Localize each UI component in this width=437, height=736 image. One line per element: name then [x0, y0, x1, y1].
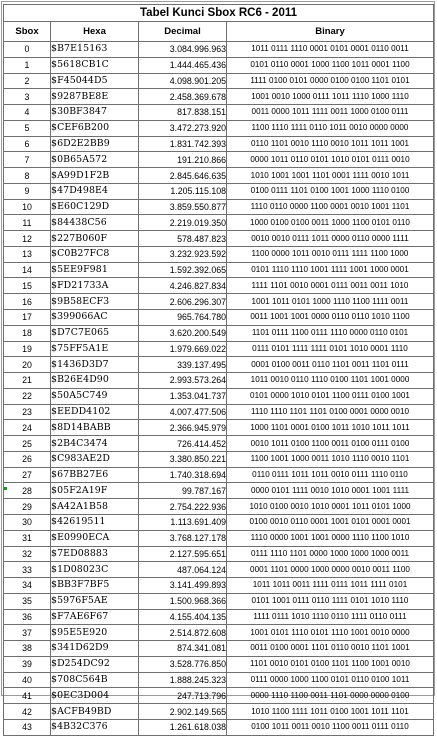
hexa-cell: $2B4C3474 [51, 436, 139, 452]
binary-cell: 0011 0000 1011 1111 0011 1000 0100 0111 [227, 105, 434, 121]
sbox-cell: 39 [4, 656, 51, 672]
decimal-cell: 1.500.968.366 [139, 593, 227, 609]
decimal-cell: 2.458.369.678 [139, 89, 227, 105]
sbox-cell: 15 [4, 278, 51, 294]
decimal-cell: 2.366.945.979 [139, 420, 227, 436]
sbox-cell: 6 [4, 136, 51, 152]
table-row [4, 641, 434, 657]
decimal-cell: 1.740.318.694 [139, 467, 227, 483]
decimal-cell: 1.979.669.022 [139, 341, 227, 357]
decimal-cell: 4.155.404.135 [139, 609, 227, 625]
hexa-cell: $67BB27E6 [51, 467, 139, 483]
table-row [4, 89, 434, 105]
binary-cell: 0100 0111 1101 0100 1001 1000 1110 0100 [227, 183, 434, 199]
sbox-cell: 8 [4, 168, 51, 184]
table-row [4, 451, 434, 467]
hexa-cell: $5EE9F981 [51, 262, 139, 278]
sbox-cell: 19 [4, 341, 51, 357]
table-row [4, 578, 434, 594]
table-row [4, 609, 434, 625]
decimal-cell: 1.261.618.038 [139, 719, 227, 735]
table-row [4, 530, 434, 546]
table-row [4, 310, 434, 326]
decimal-cell: 3.528.776.850 [139, 656, 227, 672]
binary-cell: 0111 0000 1000 1100 0101 0110 0100 1011 [227, 672, 434, 688]
sbox-cell: 25 [4, 436, 51, 452]
sbox-cell: 31 [4, 530, 51, 546]
binary-cell: 1101 0111 1100 0111 1110 0000 0110 0101 [227, 325, 434, 341]
sbox-cell: 13 [4, 246, 51, 262]
hexa-cell: $F7AE6F67 [51, 609, 139, 625]
hexa-cell: $A42A1B58 [51, 499, 139, 515]
hexa-cell: $ACFB49BD [51, 704, 139, 720]
sbox-cell: 26 [4, 451, 51, 467]
decimal-cell: 339.137.495 [139, 357, 227, 373]
binary-cell: 1010 1100 1111 1011 0100 1001 1011 1101 [227, 704, 434, 720]
sbox-cell: 24 [4, 420, 51, 436]
table-row [4, 562, 434, 578]
binary-cell: 0001 0100 0011 0110 1101 0011 1101 0111 [227, 357, 434, 373]
table-row [4, 231, 434, 247]
decimal-cell: 2.606.296.307 [139, 294, 227, 310]
binary-cell: 0111 0101 1111 1111 0101 1010 0001 1110 [227, 341, 434, 357]
sbox-cell: 2 [4, 73, 51, 89]
table-row [4, 373, 434, 389]
hexa-cell: $7ED08883 [51, 546, 139, 562]
hexa-cell: $FD21733A [51, 278, 139, 294]
hexa-cell: $9B58ECF3 [51, 294, 139, 310]
hexa-cell: $42619511 [51, 514, 139, 530]
sbox-cell: 18 [4, 325, 51, 341]
binary-cell: 1111 1101 0010 0001 0111 0011 0011 1010 [227, 278, 434, 294]
sbox-cell: 16 [4, 294, 51, 310]
sbox-cell: 42 [4, 704, 51, 720]
decimal-cell: 2.754.222.936 [139, 499, 227, 515]
binary-cell: 1111 0100 0101 0000 0100 0100 1101 0101 [227, 73, 434, 89]
hexa-cell: $05F2A19F [51, 483, 139, 499]
hexa-cell: $EEDD4102 [51, 404, 139, 420]
sbox-cell: 11 [4, 215, 51, 231]
binary-cell: 1110 0000 1001 1001 0000 1110 1100 1010 [227, 530, 434, 546]
sbox-cell: 3 [4, 89, 51, 105]
table-row [4, 625, 434, 641]
table-row [4, 199, 434, 215]
table-row [4, 593, 434, 609]
binary-cell: 0100 1011 0011 0010 1100 0011 0111 0110 [227, 719, 434, 735]
binary-cell: 1111 0111 1010 1110 0110 1111 0110 0111 [227, 609, 434, 625]
binary-cell: 1001 1011 0101 1000 1110 1100 1111 0011 [227, 294, 434, 310]
table-row [4, 467, 434, 483]
decimal-cell: 99.787.167 [139, 483, 227, 499]
table-row [4, 357, 434, 373]
decimal-cell: 3.768.127.178 [139, 530, 227, 546]
hexa-cell: $C983AE2D [51, 451, 139, 467]
binary-cell: 1110 1110 1101 1101 0100 0001 0000 0010 [227, 404, 434, 420]
table-row [4, 341, 434, 357]
header-hexa: Hexa [51, 22, 139, 42]
decimal-cell: 2.127.595.651 [139, 546, 227, 562]
binary-cell: 1011 0010 0110 1110 0100 1101 1001 0000 [227, 373, 434, 389]
sbox-cell: 14 [4, 262, 51, 278]
table-row [4, 704, 434, 720]
sbox-cell: 38 [4, 641, 51, 657]
hexa-cell: $4B32C376 [51, 719, 139, 735]
hexa-cell: $30BF3847 [51, 105, 139, 121]
sbox-cell: 22 [4, 388, 51, 404]
binary-cell: 0100 0010 0110 0001 1001 0101 0001 0001 [227, 514, 434, 530]
hexa-cell: $B26E4D90 [51, 373, 139, 389]
binary-cell: 1001 0101 1110 0101 1110 1001 0010 0000 [227, 625, 434, 641]
hexa-cell: $1D08023C [51, 562, 139, 578]
table-row [4, 499, 434, 515]
sbox-cell: 32 [4, 546, 51, 562]
binary-cell: 0101 1110 1110 1001 1111 1001 1000 0001 [227, 262, 434, 278]
decimal-cell: 2.993.573.264 [139, 373, 227, 389]
hexa-cell: $84438C56 [51, 215, 139, 231]
decimal-cell: 3.084.996.963 [139, 42, 227, 58]
table-row [4, 404, 434, 420]
decimal-cell: 4.246.827.834 [139, 278, 227, 294]
sbox-cell: 34 [4, 578, 51, 594]
binary-cell: 0101 0110 0001 1000 1100 1011 0001 1100 [227, 57, 434, 73]
decimal-cell: 1.353.041.737 [139, 388, 227, 404]
binary-cell: 1100 1001 1000 0011 1010 1110 0010 1101 [227, 451, 434, 467]
decimal-cell: 965.764.780 [139, 310, 227, 326]
decimal-cell: 3.859.550.877 [139, 199, 227, 215]
header-binary: Binary [227, 22, 434, 42]
binary-cell: 0001 1101 0000 1000 0000 0010 0011 1100 [227, 562, 434, 578]
decimal-cell: 1.831.742.393 [139, 136, 227, 152]
table-row [4, 215, 434, 231]
binary-cell: 0011 0100 0001 1101 0110 0010 1101 1001 [227, 641, 434, 657]
table-row [4, 514, 434, 530]
sbox-cell: 23 [4, 404, 51, 420]
hexa-cell: $47D498E4 [51, 183, 139, 199]
decimal-cell: 578.487.823 [139, 231, 227, 247]
sbox-cell: 27 [4, 467, 51, 483]
hexa-cell: $E0990ECA [51, 530, 139, 546]
table-row [4, 546, 434, 562]
sbox-cell: 41 [4, 688, 51, 704]
sbox-cell: 5 [4, 120, 51, 136]
sbox-table [3, 4, 434, 736]
binary-cell: 0110 0111 1011 1011 0010 0111 1110 0110 [227, 467, 434, 483]
binary-cell: 1110 0110 0000 1100 0001 0010 1001 1101 [227, 199, 434, 215]
table-row [4, 120, 434, 136]
hexa-cell: $D254DC92 [51, 656, 139, 672]
sbox-cell: 4 [4, 105, 51, 121]
table-row [4, 483, 434, 499]
binary-cell: 0010 1011 0100 1100 0011 0100 0111 0100 [227, 436, 434, 452]
binary-cell: 1011 1011 0011 1111 0111 1011 1111 0101 [227, 578, 434, 594]
hexa-cell: $8D14BABB [51, 420, 139, 436]
sbox-cell: 36 [4, 609, 51, 625]
binary-cell: 1010 1001 1001 1101 0001 1111 0010 1011 [227, 168, 434, 184]
sbox-cell: 30 [4, 514, 51, 530]
hexa-cell: $9287BE8E [51, 89, 139, 105]
hexa-cell: $75FF5A1E [51, 341, 139, 357]
sbox-cell: 0 [4, 42, 51, 58]
hexa-cell: $1436D3D7 [51, 357, 139, 373]
binary-cell: 0110 1101 0010 1110 0010 1011 1011 1001 [227, 136, 434, 152]
binary-cell: 1001 0010 1000 0111 1011 1110 1000 1110 [227, 89, 434, 105]
hexa-cell: $341D62D9 [51, 641, 139, 657]
hexa-cell: $399066AC [51, 310, 139, 326]
decimal-cell: 191.210.866 [139, 152, 227, 168]
hexa-cell: $95E5E920 [51, 625, 139, 641]
sbox-cell: 28 [4, 483, 51, 499]
decimal-cell: 247.713.796 [139, 688, 227, 704]
hexa-cell: $F45044D5 [51, 73, 139, 89]
table-row [4, 246, 434, 262]
header-row [4, 22, 434, 42]
binary-cell: 0000 0101 1111 0010 1010 0001 1001 1111 [227, 483, 434, 499]
hexa-cell: $B7E15163 [51, 42, 139, 58]
binary-cell: 0111 1110 1101 0000 1000 1000 1000 0011 [227, 546, 434, 562]
sbox-cell: 29 [4, 499, 51, 515]
sbox-cell: 37 [4, 625, 51, 641]
sbox-cell: 12 [4, 231, 51, 247]
decimal-cell: 2.219.019.350 [139, 215, 227, 231]
table-row [4, 420, 434, 436]
binary-cell: 0101 0000 1010 0101 1100 0111 0100 1001 [227, 388, 434, 404]
decimal-cell: 3.232.923.592 [139, 246, 227, 262]
table-row [4, 294, 434, 310]
sbox-cell: 40 [4, 672, 51, 688]
binary-cell: 1101 0010 0101 0100 1101 1100 1001 0010 [227, 656, 434, 672]
hexa-cell: $5618CB1C [51, 57, 139, 73]
hexa-cell: $6D2E2BB9 [51, 136, 139, 152]
decimal-cell: 1.888.245.323 [139, 672, 227, 688]
table-row [4, 325, 434, 341]
sbox-cell: 21 [4, 373, 51, 389]
sbox-cell: 7 [4, 152, 51, 168]
decimal-cell: 2.845.646.635 [139, 168, 227, 184]
hexa-cell: $227B060F [51, 231, 139, 247]
decimal-cell: 726.414.452 [139, 436, 227, 452]
table-row [4, 278, 434, 294]
decimal-cell: 3.620.200.549 [139, 325, 227, 341]
hexa-cell: $D7C7E065 [51, 325, 139, 341]
cell-marker [4, 487, 7, 490]
decimal-cell: 4.007.477.506 [139, 404, 227, 420]
decimal-cell: 3.141.499.893 [139, 578, 227, 594]
decimal-cell: 2.514.872.608 [139, 625, 227, 641]
table-row [4, 152, 434, 168]
hexa-cell: $CEF6B200 [51, 120, 139, 136]
sbox-cell: 43 [4, 719, 51, 735]
binary-cell: 1100 1110 1111 0110 1011 0010 0000 0000 [227, 120, 434, 136]
sbox-cell: 35 [4, 593, 51, 609]
decimal-cell: 1.444.465.436 [139, 57, 227, 73]
table-row [4, 105, 434, 121]
sbox-cell: 20 [4, 357, 51, 373]
table-row [4, 672, 434, 688]
binary-cell: 1000 1101 0001 0100 1011 1010 1011 1011 [227, 420, 434, 436]
binary-cell: 1000 0100 0100 0011 1000 1100 0101 0110 [227, 215, 434, 231]
title-row [4, 5, 434, 22]
sbox-cell: 10 [4, 199, 51, 215]
table-row [4, 136, 434, 152]
table-title: Tabel Kunci Sbox RC6 - 2011 [4, 5, 434, 22]
hexa-cell: $BB3F7BF5 [51, 578, 139, 594]
sbox-cell: 17 [4, 310, 51, 326]
hexa-cell: $E60C129D [51, 199, 139, 215]
hexa-cell: $708C564B [51, 672, 139, 688]
table-row [4, 656, 434, 672]
decimal-cell: 1.113.691.409 [139, 514, 227, 530]
decimal-cell: 874.341.081 [139, 641, 227, 657]
hexa-cell: $5976F5AE [51, 593, 139, 609]
decimal-cell: 3.380.850.221 [139, 451, 227, 467]
decimal-cell: 3.472.273.920 [139, 120, 227, 136]
binary-cell: 0011 1001 1001 0000 0110 0110 1010 1100 [227, 310, 434, 326]
hexa-cell: $0B65A572 [51, 152, 139, 168]
hexa-cell: $0EC3D004 [51, 688, 139, 704]
decimal-cell: 4.098.901.205 [139, 73, 227, 89]
binary-cell: 0000 1110 1100 0011 1101 0000 0000 0100 [227, 688, 434, 704]
binary-cell: 1010 0100 0010 1010 0001 1011 0101 1000 [227, 499, 434, 515]
binary-cell: 0010 0010 0111 1011 0000 0110 0000 1111 [227, 231, 434, 247]
binary-cell: 0101 1001 0111 0110 1111 0101 1010 1110 [227, 593, 434, 609]
table-row [4, 388, 434, 404]
decimal-cell: 487.064.124 [139, 562, 227, 578]
hexa-cell: $A99D1F2B [51, 168, 139, 184]
sbox-cell: 1 [4, 57, 51, 73]
table-row [4, 168, 434, 184]
binary-cell: 0000 1011 0110 0101 1010 0101 0111 0010 [227, 152, 434, 168]
sbox-cell: 33 [4, 562, 51, 578]
decimal-cell: 2.902.149.565 [139, 704, 227, 720]
table-row [4, 73, 434, 89]
decimal-cell: 1.592.392.065 [139, 262, 227, 278]
binary-cell: 1011 0111 1110 0001 0101 0001 0110 0011 [227, 42, 434, 58]
table-row [4, 183, 434, 199]
decimal-cell: 1.205.115.108 [139, 183, 227, 199]
table-row [4, 436, 434, 452]
sbox-cell: 9 [4, 183, 51, 199]
header-decimal: Decimal [139, 22, 227, 42]
hexa-cell: $50A5C749 [51, 388, 139, 404]
table-row [4, 262, 434, 278]
table-row [4, 688, 434, 704]
header-sbox: Sbox [4, 22, 51, 42]
table-row [4, 719, 434, 735]
decimal-cell: 817.838.151 [139, 105, 227, 121]
table-row [4, 42, 434, 58]
binary-cell: 1100 0000 1011 0010 0111 1111 1100 1000 [227, 246, 434, 262]
hexa-cell: $C0B27FC8 [51, 246, 139, 262]
table-row [4, 57, 434, 73]
